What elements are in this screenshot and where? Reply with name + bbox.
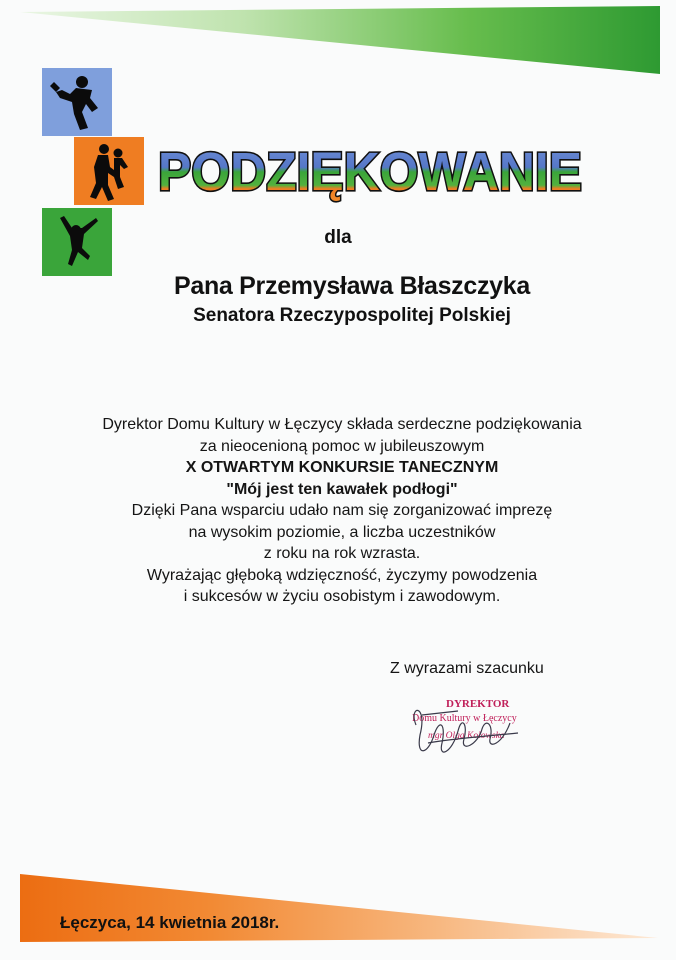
bottom-orange-band — [0, 860, 676, 960]
body-line: na wysokim poziomie, a liczba uczestników — [188, 523, 496, 541]
body-line: z roku na rok wzrasta. — [263, 545, 421, 562]
dancing-couple-icon — [74, 137, 144, 205]
dla-label: dla — [324, 227, 352, 248]
body-line: za nieocenioną pomoc w jubileuszowym — [199, 437, 485, 455]
closing-regards: Z wyrazami szacunku — [390, 660, 544, 677]
stamp-line-1: DYREKTOR — [446, 698, 510, 710]
contest-motto: "Mój jest ten kawałek podłogi" — [226, 480, 458, 498]
breakdancer-icon — [42, 68, 112, 136]
body-line: i sukcesów w życiu osobistym i zawodowym. — [183, 588, 501, 605]
issue-date: Łęczyca, 14 kwietnia 2018r. — [60, 913, 280, 932]
stamp-line-3: mgr Olga Kołowska — [428, 731, 505, 741]
certificate-title — [150, 135, 590, 205]
contest-name: X OTWARTYM KONKURSIE TANECZNYM — [185, 459, 499, 476]
body-line: Dyrektor Domu Kultury w Łęczycy składa serdeczne podziękowania — [102, 416, 582, 433]
stamp-line-2: Domu Kultury w Łęczycy — [412, 713, 517, 724]
recipient-role: Senatora Rzeczypospolitej Polskiej — [193, 305, 511, 326]
director-stamp — [398, 695, 528, 775]
body-text — [0, 414, 676, 608]
title-text: PODZIĘKOWANIE — [158, 142, 582, 202]
body-line: Wyrażając głęboką wdzięczność, życzymy powodzenia — [146, 566, 538, 584]
body-line: Dzięki Pana wsparciu udało nam się zorganizować imprezę — [131, 502, 553, 519]
recipient-name: Pana Przemysława Błaszczyka — [173, 272, 530, 300]
